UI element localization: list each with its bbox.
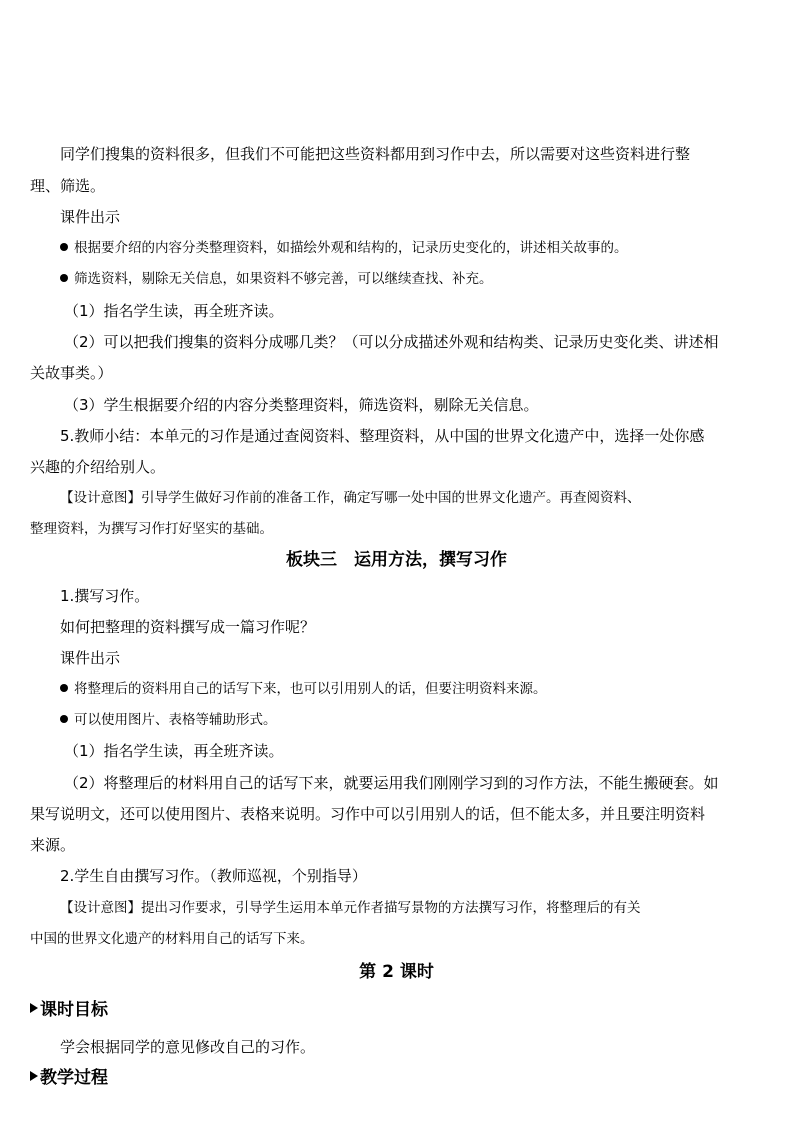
list-item: （2）将整理后的材料用自己的话写下来，就要运用我们刚刚学习到的习作方法，不能生搬硬套。如 <box>64 774 719 792</box>
section-title: 板块三 运用方法，撰写习作 <box>286 550 507 570</box>
bullet-text: 可以使用图片、表格等辅助形式。 <box>74 712 277 728</box>
slide-label: 课件出示 <box>60 649 121 667</box>
bullet-text: 根据要介绍的内容分类整理资料，如描绘外观和结构的，记录历史变化的，讲述相关故事的。 <box>74 240 628 256</box>
list-item-continued: 来源。 <box>30 836 76 854</box>
paragraph-line: 1.撰写习作。 <box>60 587 150 605</box>
design-intent: 【设计意图】提出习作要求，引导学生运用本单元作者描写景物的方法撰写习作，将整理后的有关 <box>60 900 641 916</box>
bullet-text: 将整理后的资料用自己的话写下来，也可以引用别人的话，但要注明资料来源。 <box>74 681 547 697</box>
design-intent: 中国的世界文化遗产的材料用自己的话写下来。 <box>30 931 314 947</box>
paragraph-line: 5.教师小结：本单元的习作是通过查阅资料、整理资料，从中国的世界文化遗产中，选择一处你感 <box>60 427 705 445</box>
list-item: （2）可以把我们搜集的资料分成哪几类？（可以分成描述外观和结构类、记录历史变化类、讲述相 <box>64 333 719 351</box>
paragraph-line: 同学们搜集的资料很多，但我们不可能把这些资料都用到习作中去，所以需要对这些资料进行整 <box>60 145 691 163</box>
paragraph-line: 理、筛选。 <box>30 177 106 195</box>
list-item: （1）指名学生读，再全班齐读。 <box>64 302 284 320</box>
bullet-item <box>60 269 793 289</box>
paragraph-line: 2.学生自由撰写习作。（教师巡视，个别指导） <box>60 867 367 885</box>
list-item-continued: 关故事类。） <box>30 364 113 382</box>
bullet-item <box>60 238 793 258</box>
bullet-item <box>60 679 793 699</box>
bullet-icon <box>60 684 68 692</box>
process-heading <box>30 1068 765 1088</box>
list-item: （1）指名学生读，再全班齐读。 <box>64 742 284 760</box>
bullet-icon <box>60 274 68 282</box>
design-intent: 整理资料，为撰写习作打好坚实的基础。 <box>30 521 273 537</box>
bullet-icon <box>60 715 68 723</box>
lesson-title: 第 2 课时 <box>359 962 434 982</box>
triangle-bullet-icon <box>30 1003 38 1013</box>
bullet-icon <box>60 243 68 251</box>
paragraph-line: 兴趣的介绍给别人。 <box>30 458 166 476</box>
paragraph-line: 如何把整理的资料撰写成一篇习作呢？ <box>60 618 316 636</box>
triangle-bullet-icon <box>30 1071 38 1081</box>
slide-label: 课件出示 <box>60 208 121 226</box>
bullet-item <box>60 710 793 730</box>
paragraph-line: 学会根据同学的意见修改自己的习作。 <box>60 1038 316 1056</box>
goal-heading <box>30 1000 765 1020</box>
list-item-continued: 果写说明文，还可以使用图片、表格来说明。习作中可以引用别人的话，但不能太多，并且要注明资料 <box>30 805 706 823</box>
process-heading-text: 教学过程 <box>40 1068 108 1088</box>
design-intent: 【设计意图】引导学生做好习作前的准备工作，确定写哪一处中国的世界文化遗产。再查阅资料、 <box>60 490 641 506</box>
goal-heading-text: 课时目标 <box>40 1000 108 1020</box>
list-item: （3）学生根据要介绍的内容分类整理资料，筛选资料，剔除无关信息。 <box>64 396 539 414</box>
bullet-text: 筛选资料，剔除无关信息，如果资料不够完善，可以继续查找、补充。 <box>74 271 493 287</box>
